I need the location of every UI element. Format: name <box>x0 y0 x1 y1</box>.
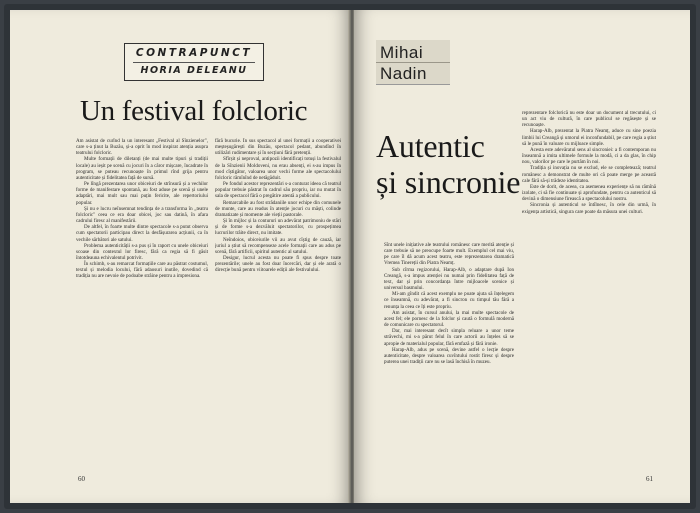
title-line-2: și sincronie <box>376 164 521 200</box>
author-first-name: Mihai <box>380 43 424 62</box>
paragraph: Am asistat, în cursul anului, la mai multe spectacole de acest fel; ele pornesc de la folclor și caută o formulă modernă de comunicare cu spectatorul. <box>384 309 514 329</box>
left-article-title: Un festival folcloric <box>80 95 308 127</box>
paragraph: Acesta este adevăratul sens al sincroniei: a fi contemporan nu înseamnă a imita ultimele formule la modă, ci a da glas, în chip nou, valorilor pe care le purtăm în noi. <box>522 146 656 166</box>
paragraph: Este de dorit, de aceea, ca asemenea experiențe să nu rămînă izolate, ci să fie continuate și aprofundate, pentru ca autenticul să devină o dimensiune firească a spectacolului nostru. <box>522 183 656 203</box>
paragraph: Harap-Alb, prezentat la Piatra Neamț, aduce cu sine poezia limbii lui Creangă și umorul ei inconfundabil, pe care regia a știut să le pună în valoare cu mijloace simple. <box>522 128 656 147</box>
right-page <box>354 10 690 503</box>
paragraph: Și în mijloc și la contururi un adevărat patrimoniu de stări și de forme s-a dezvăluit spectatorilor, cu prospețimea lucrurilor trăite direct, nu imitate. <box>215 218 341 237</box>
paragraph: Și nu e lucru neînsemnat tendința de a transforma în „teatru folcloric" ceea ce era doar obicei, joc sau datină, în afara cadrului firesc al manifestării. <box>76 205 208 225</box>
left-column-2 <box>215 138 341 468</box>
paragraph: Pe lîngă prezentarea unor obiceiuri de strînsură și a vechilor forme de manifestare spontană, au fost aduse pe scenă și unele adaptări, mai mult sau mai puțin fericite, ale repertoriului popular. <box>76 181 208 206</box>
paragraph: Sincronia și autenticul se întîlnesc, în cele din urmă, în exigența artistică, singura care poate da măsura unei culturi. <box>522 202 656 215</box>
paragraph: Pe fondul acestor reprezentări s-a conturat ideea că teatrul popular trebuie păstrat în cadrul său propriu, iar nu mutat în sala de spectacol fără o pregătire atentă a publicului. <box>215 181 341 200</box>
right-article-title <box>376 128 520 200</box>
author-divider <box>376 62 450 63</box>
rubric-box <box>124 43 264 81</box>
page-number-right: 61 <box>646 475 653 483</box>
paragraph: Am asistat de curînd la un interesant „Festival al Sînzienelor", care s-a ținut la Buzău, și-a oprit în mod inspirat atenția asupra teatrului folcloric. <box>76 138 208 157</box>
rubric-title: CONTRAPUNCT <box>135 47 253 59</box>
paragraph: Tradiția și inovația nu se exclud, ele se completează; teatrul românesc a demonstrat de multe ori că poate merge pe această cale fără să-și trădeze identitatea. <box>522 165 656 184</box>
right-column-2 <box>522 110 656 466</box>
rubric-author: HORIA DELEANU <box>140 65 248 76</box>
left-page <box>10 10 350 503</box>
paragraph: Problema autenticității s-a pus și în raport cu unele obiceiuri scoase din contextul lor firesc, fără ca regia să fi găsit întotdeauna echivalentul potrivit. <box>76 242 208 261</box>
page-number-left: 60 <box>78 475 85 483</box>
paragraph: Harap-Alb, adus pe scenă, devine astfel o lecție despre autenticitate, despre valoarea cuvîntului rostit firesc și despre puterea unei tradiții care nu se lasă închisă în muzeu. <box>384 346 514 365</box>
paragraph: Remarcabile au fost strădaniile unor echipe din comunele de munte, care au readus în atenție jocuri cu măști, colinde dramatizate și momente ale vieții pastorale. <box>215 199 341 218</box>
paragraph: Sfîrșit și neproval, antipozii identificați totuși la festivalul de la Sînzienii Moldoveni, nu erau absenți, ei s-au impus în mod cîștigător, valoarea unor vechi forme ale spectacolului folcloric rămînînd de netăgăduit. <box>215 156 341 181</box>
paragraph: fără bucurie. În sus spectacol al unei formații a cooperativei meșteșugărești din Buzău, spectacol pedant, abundînd în utilizări rudimentare și în secțiuni fără pretenții. <box>215 138 341 157</box>
author-last-name: Nadin <box>380 64 427 83</box>
book-spread <box>4 4 696 509</box>
paragraph: Dar, mai interesant decît simpla reluare a unor teme străvechi, mi s-a părut felul în care actorii au înțeles să se apropie de materialul popular, fără emfază și fără ironie. <box>384 328 514 347</box>
paragraph: De altfel, în foarte multe dintre spectacole s-a putut observa cum spectatorii participau direct la desfășurarea acțiunii, ca în vechile sărbători ale satului. <box>76 224 208 243</box>
right-column-1 <box>384 242 514 466</box>
paragraph: Neîndoios, obiceiurile vii au avut cîștig de cauză, iar juriul a știut să recompenseze acele formații care au adus pe scenă, fără artificii, spiritul autentic al satului. <box>215 236 341 255</box>
paragraph: reprezentare folclorică nu este doar un document al trecutului, ci un act viu de cultură, în care publicul se regăsește și se recunoaște. <box>522 110 656 129</box>
paragraph: Sub cîrma regizorului, Harap-Alb, o adaptare după Ion Creangă, s-a impus atenției nu numai prin fidelitatea față de text, dar și prin concordanța între mijloacele scenice și universul basmului. <box>384 266 514 292</box>
left-column-1 <box>76 138 208 468</box>
paragraph: Desigur, lucrul acesta nu poate fi spus despre toate prezentările; unele au fost doar încercări, dar și ele arată o direcție bună pentru viitoarele ediții ale festivalului. <box>215 254 341 274</box>
author-box <box>376 40 450 85</box>
paragraph: Mi-am gîndit că acest exemplu ne poate ajuta să înțelegem ce înseamnă, cu adevărat, a fi sincron cu timpul tău fără a renunța la ceea ce îți este propriu. <box>384 291 514 310</box>
paragraph: Multe formații de diletanți (de mai multe tipuri și tradiții locale) au ieșit pe scenă cu jocuri în a căror mișcare, încadrate în program, se puteau recunoaște în primul rînd grija pentru autenticitate și fidelitatea față de sursă. <box>76 156 208 181</box>
paragraph: În schimb, s-au remarcat formațiile care au păstrat costumul, textul și melodia locului, fără adaosuri inutile, dovedind că tradiția nu are nevoie de podoabe străine pentru a impresiona. <box>76 261 208 280</box>
rubric-divider <box>133 62 255 63</box>
paragraph: Sînt unele inițiative ale teatrului românesc care merită atenție și care trebuie să ne preocupe foarte mult. Exemplul cel mai viu, pe care îl dă acum acest teatru, este reprezentarea dramatică Vremea Tinereții din Piatra Neamț. <box>384 242 514 267</box>
title-line-1: Autentic <box>376 128 485 164</box>
